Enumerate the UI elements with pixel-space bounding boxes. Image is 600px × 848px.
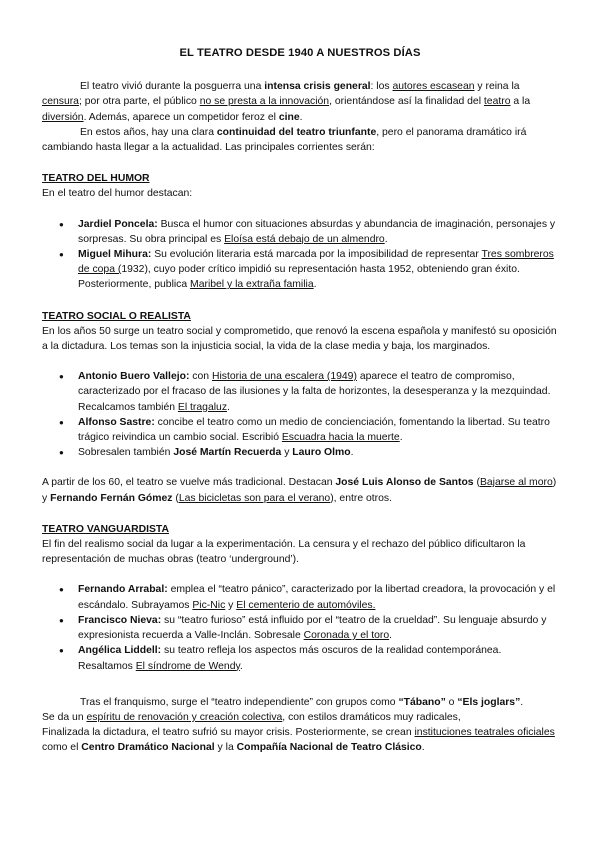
section-intro-vanguard: El fin del realismo social da lugar a la experimentación. La censura y el rechazo del público dificultaron la representación de muchas obras (teatro ‘underground’). <box>42 539 526 566</box>
author-name: Miguel Mihura: <box>78 249 152 261</box>
list-item <box>78 613 558 643</box>
group-name: “Tábano” <box>398 696 446 708</box>
text: y <box>281 447 293 459</box>
text: y <box>225 599 237 611</box>
list-item <box>78 369 558 415</box>
closing-paragraph-1 <box>42 695 558 710</box>
text: . <box>384 233 388 245</box>
bold-text: intensa crisis general <box>264 81 371 93</box>
bold-text: continuidad del teatro triunfante <box>216 126 377 138</box>
text: : los <box>370 81 393 93</box>
author-name: Fernando Fernán Gómez <box>50 492 173 504</box>
text: En estos años, hay una clara <box>80 126 217 138</box>
underlined-text: no se presta a la innovación <box>199 96 330 108</box>
work-title: El cementerio de automóviles. <box>236 599 376 611</box>
text: Busca el humor con situaciones absurdas y abundancia de imaginación, personajes y sorpresas. Su obra principal es <box>78 218 556 245</box>
underlined-text: espíritu de renovación y creación colectiva <box>86 711 283 723</box>
author-name: José Luis Alonso de Santos <box>335 477 474 489</box>
work-title: Escuadra hacia la muerte <box>281 432 400 444</box>
group-name: “Els joglars” <box>457 696 521 708</box>
closing-paragraph-2 <box>42 710 558 725</box>
text: 1932), cuyo poder crítico impidió su representación hasta 1952, obteniendo gran éxito. Posteriormente, publica <box>78 264 520 291</box>
text: y la <box>214 742 237 754</box>
section-heading-vanguard: TEATRO VANGUARDISTA <box>42 523 169 535</box>
social-list <box>42 369 558 460</box>
text: y reina la <box>474 81 520 93</box>
list-item <box>78 582 558 612</box>
humor-list <box>42 217 558 293</box>
text: . <box>350 447 354 459</box>
text: Se da un <box>42 711 87 723</box>
list-item <box>78 445 558 460</box>
document-page <box>42 46 558 756</box>
text: . <box>239 660 243 672</box>
section-intro-social: En los años 50 surge un teatro social y comprometido, que renovó la escena española y manifestó su oposición a la dictadura. Los temas son la injusticia social, la vida de la clase media y baja, los marginados. <box>42 325 557 353</box>
text: ( <box>473 477 480 489</box>
text: ; por otra parte, el público <box>78 96 200 108</box>
social-after-paragraph <box>42 475 558 505</box>
section-heading-humor: TEATRO DEL HUMOR <box>42 173 150 185</box>
work-title: Maribel y la extraña familia <box>190 279 314 291</box>
text: su teatro refleja los aspectos más oscuros de la realidad contemporánea. Resaltamos <box>78 645 502 672</box>
author-name: Alfonso Sastre: <box>78 416 155 428</box>
text: . Además, aparece un competidor feroz el <box>83 111 279 123</box>
list-item <box>78 643 558 673</box>
work-title: Bajarse al moro <box>479 477 553 489</box>
text: A partir de los 60, el teatro se vuelve más tradicional. Destacan <box>42 477 336 489</box>
text: su “teatro furioso” está influido por el “teatro de la crueldad”. Su lenguaje absurdo y expresionista recuerda a Valle-Inclán. Sobresale <box>78 614 547 642</box>
text: El teatro vivió durante la posguerra una <box>80 81 265 93</box>
work-title: Historia de una escalera (1949) <box>211 371 357 383</box>
text: , orientándose así la finalidad del <box>329 96 484 108</box>
author-name: Lauro Olmo <box>292 447 351 459</box>
section-intro-humor: En el teatro del humor destacan: <box>42 188 193 200</box>
intro-paragraph-1 <box>42 79 558 125</box>
document-title: EL TEATRO DESDE 1940 A NUESTROS DÍAS <box>179 47 421 59</box>
text: ( <box>172 492 179 504</box>
text: . <box>399 432 403 444</box>
text: , pero el panorama dramático irá cambiando hasta llegar a la actualidad. Las principales corrientes serán: <box>42 126 527 154</box>
underlined-text: instituciones teatrales oficiales <box>414 727 555 739</box>
vanguard-list <box>42 582 558 673</box>
underlined-text: diversión <box>42 111 84 123</box>
list-item <box>78 247 558 293</box>
work-title: Tres sombreros de copa ( <box>78 249 554 276</box>
work-title: Eloísa está debajo de un almendro <box>224 233 385 245</box>
work-title: Las bicicletas son para el verano <box>178 492 331 504</box>
underlined-text: autores escasean <box>392 81 475 93</box>
text: con <box>189 371 212 383</box>
underlined-text: censura <box>42 96 79 108</box>
text: . <box>520 696 524 708</box>
text: , con estilos dramáticos muy radicales, <box>282 711 461 723</box>
text: . <box>313 279 317 291</box>
text: ), entre otros. <box>330 492 392 504</box>
work-title: Pic-Nic <box>192 599 226 611</box>
text: o <box>445 696 458 708</box>
intro-paragraph-2 <box>42 125 558 155</box>
text: emplea el “teatro pánico”, caracterizado por la libertad creadora, la provocación y el escándalo. Subrayamos <box>78 584 556 611</box>
author-name: Francisco Nieva: <box>78 614 162 626</box>
work-title: El tragaluz <box>177 401 228 413</box>
text: Sobresalen también <box>78 447 174 459</box>
text: concibe el teatro como un medio de concienciación, fomentando la libertad. Su teatro trágico reivindica un cambio social. Escribió <box>78 416 550 444</box>
section-heading-social: TEATRO SOCIAL O REALISTA <box>42 310 191 322</box>
author-name: José Martín Recuerda <box>173 447 282 459</box>
bold-text: cine <box>278 111 300 123</box>
text: ) y <box>42 477 557 504</box>
text: como el <box>42 742 82 754</box>
author-name: Jardiel Poncela: <box>78 218 158 230</box>
text: . <box>227 401 230 413</box>
work-title: El síndrome de Wendy <box>135 660 240 672</box>
text: . <box>389 630 393 642</box>
work-title: Coronada y el toro <box>303 630 390 642</box>
text: Su evolución literaria está marcada por la imposibilidad de representar <box>151 249 482 261</box>
author-name: Antonio Buero Vallejo: <box>78 371 190 383</box>
author-name: Angélica Liddell: <box>78 645 162 657</box>
text: a la <box>510 96 531 108</box>
text: Tras el franquismo, surge el “teatro independiente” con grupos como <box>80 696 399 708</box>
list-item <box>78 217 558 247</box>
list-item <box>78 415 558 445</box>
author-name: Fernando Arrabal: <box>78 584 168 596</box>
text: aparece el teatro de compromiso, caracterizado por el fracaso de las ilusiones y la falta de horizontes, la desesperanza y la mezquindad. Recalcamos también <box>78 371 551 413</box>
closing-paragraph-3 <box>42 725 558 755</box>
institution-name: Compañía Nacional de Teatro Clásico <box>236 742 422 754</box>
text: . <box>299 111 303 123</box>
text: Finalizada la dictadura, el teatro sufrió su mayor crisis. Posteriormente, se crean <box>42 727 415 739</box>
institution-name: Centro Dramático Nacional <box>81 742 215 754</box>
underlined-text: teatro <box>483 96 511 108</box>
text: . <box>421 742 425 754</box>
